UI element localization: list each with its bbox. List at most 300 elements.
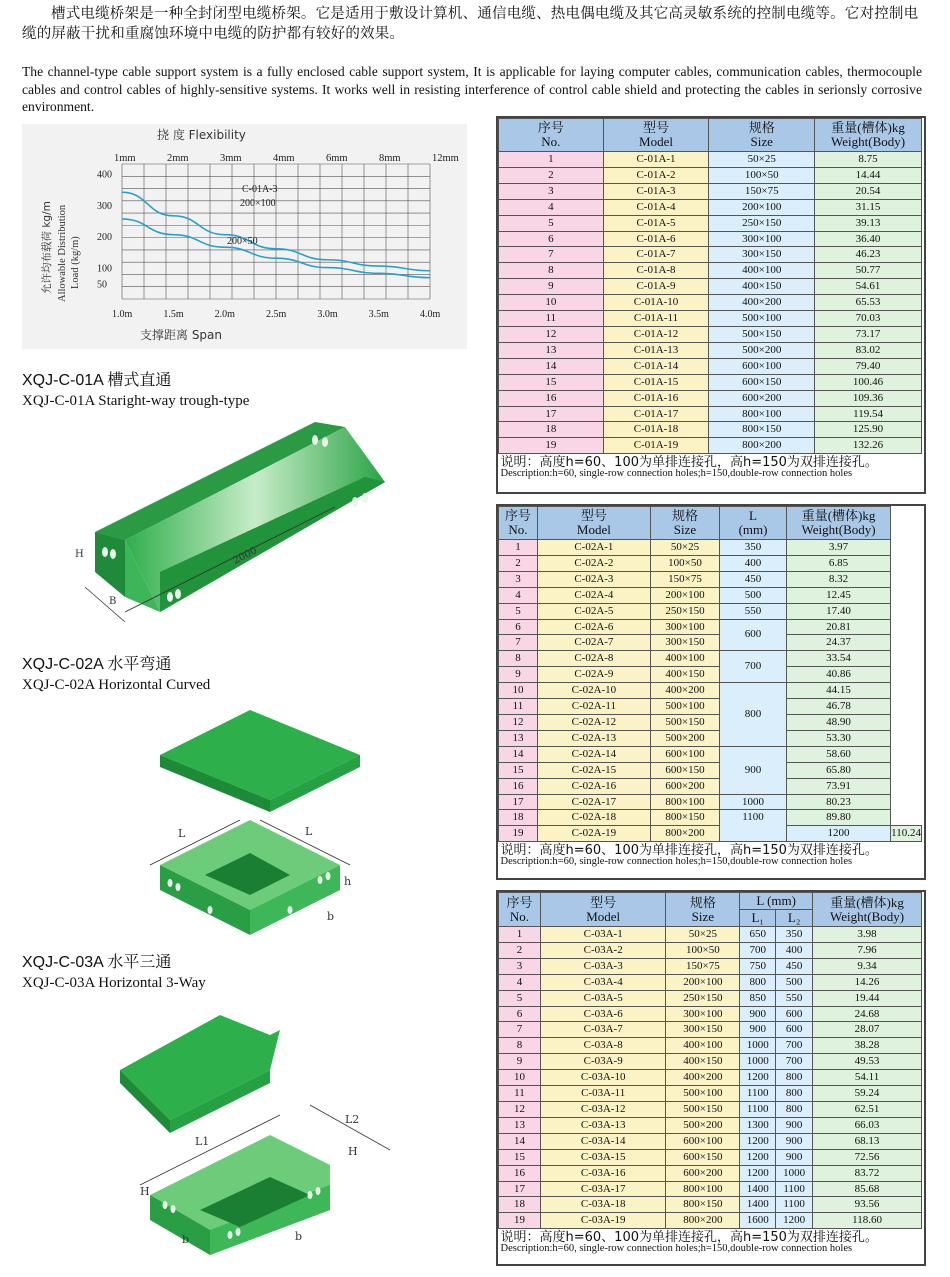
chart-top-tick-label: 4mm: [273, 153, 295, 164]
cell-weight: 66.03: [813, 1117, 922, 1133]
cell-model: C-01A-11: [603, 311, 709, 327]
horizontal-3way-illustration: [110, 1005, 410, 1270]
cell-no: 16: [499, 1165, 541, 1181]
chart-x-tick-label: 4.0m: [420, 309, 441, 320]
cell-l1: 1200: [740, 1165, 776, 1181]
cell-l: 350: [720, 540, 787, 556]
cell-l2: 550: [776, 990, 813, 1006]
cell-model: C-01A-9: [603, 279, 709, 295]
cell-l1: 1100: [740, 1086, 776, 1102]
cell-weight: 24.37: [786, 635, 890, 651]
dim-b-right: b: [295, 1230, 303, 1243]
cell-model: C-03A-17: [540, 1181, 666, 1197]
cell-model: C-02A-8: [537, 651, 650, 667]
chart-series-label-1-size: 200×100: [240, 198, 276, 209]
intro-english: The channel-type cable support system is a fully enclosed cable support system, It is applicable for laying computer cables, communication cables, thermocouple cables and control cables of highly-sensitive systems. It works well in resisting interference of control cable shield and protecting the cables in serionsly corrosive environment.: [22, 64, 922, 114]
cell-model: C-01A-2: [603, 167, 709, 183]
cell-model: C-02A-5: [537, 603, 650, 619]
cell-size: 400×150: [709, 279, 815, 295]
cell-weight: 80.23: [786, 794, 890, 810]
cell-l2: 1100: [776, 1197, 813, 1213]
cell-model: C-02A-16: [537, 778, 650, 794]
cell-model: C-01A-4: [603, 199, 709, 215]
dim-H-left: H: [140, 1185, 150, 1198]
cell-no: 11: [499, 311, 604, 327]
cell-size: 400×200: [650, 683, 719, 699]
cell-model: C-02A-6: [537, 619, 650, 635]
cell-no: 9: [499, 279, 604, 295]
cell-no: 18: [499, 810, 538, 826]
cell-model: C-03A-16: [540, 1165, 666, 1181]
chart-y-tick-label: 400: [97, 169, 112, 181]
header-l2: L₂: [776, 910, 813, 927]
cell-model: C-02A-7: [537, 635, 650, 651]
cell-weight: 125.90: [815, 422, 922, 438]
cell-weight: 132.26: [815, 438, 922, 454]
cell-l: 600: [720, 619, 787, 651]
cell-weight: 44.15: [786, 683, 890, 699]
cell-weight: 100.46: [815, 374, 922, 390]
cell-weight: 85.68: [813, 1181, 922, 1197]
cell-size: 800×150: [709, 422, 815, 438]
cell-no: 11: [499, 699, 538, 715]
chart-x-tick-label: 2.0m: [214, 309, 235, 320]
cell-l: 400: [720, 555, 787, 571]
cell-size: 800×100: [666, 1181, 740, 1197]
cell-l1: 1300: [740, 1117, 776, 1133]
cell-size: 300×150: [650, 635, 719, 651]
cell-model: C-03A-12: [540, 1101, 666, 1117]
cell-model: C-03A-3: [540, 958, 666, 974]
cell-weight: 59.24: [813, 1086, 922, 1102]
cell-size: 600×100: [709, 358, 815, 374]
cell-size: 800×150: [650, 810, 719, 826]
cell-l: 1200: [786, 826, 890, 842]
cell-no: 2: [499, 942, 541, 958]
cell-no: 9: [499, 1054, 541, 1070]
cell-model: C-01A-19: [603, 438, 709, 454]
section3-title-en: XQJ-C-03A Horizontal 3-Way: [22, 975, 206, 991]
cell-no: 11: [499, 1086, 541, 1102]
cell-size: 500×200: [650, 730, 719, 746]
cell-weight: 24.68: [813, 1006, 922, 1022]
dim-b-left: b: [182, 1233, 190, 1246]
cell-size: 150×75: [709, 183, 815, 199]
cell-weight: 79.40: [815, 358, 922, 374]
cell-model: C-03A-11: [540, 1086, 666, 1102]
header-weight: 重量(槽体)kg Weight(Body): [815, 119, 922, 152]
cell-no: 19: [499, 438, 604, 454]
cell-l2: 800: [776, 1070, 813, 1086]
cell-no: 7: [499, 635, 538, 651]
cell-model: C-02A-13: [537, 730, 650, 746]
cell-size: 150×75: [650, 571, 719, 587]
cell-l1: 1200: [740, 1070, 776, 1086]
cell-l2: 1100: [776, 1181, 813, 1197]
cell-no: 8: [499, 263, 604, 279]
cell-size: 250×150: [666, 990, 740, 1006]
cell-size: 200×100: [666, 974, 740, 990]
cell-l2: 600: [776, 1022, 813, 1038]
cell-no: 10: [499, 295, 604, 311]
cell-l2: 900: [776, 1117, 813, 1133]
cell-no: 15: [499, 762, 538, 778]
header-model: 型号 Model: [537, 507, 650, 540]
cell-l2: 1200: [776, 1213, 813, 1229]
cell-no: 5: [499, 215, 604, 231]
cell-l1: 1200: [740, 1149, 776, 1165]
cell-l2: 900: [776, 1149, 813, 1165]
cell-model: C-03A-5: [540, 990, 666, 1006]
cell-l1: 900: [740, 1022, 776, 1038]
header-no: 序号 No.: [499, 893, 541, 927]
cell-l2: 800: [776, 1101, 813, 1117]
dim-h: h: [344, 875, 352, 888]
cell-size: 800×100: [709, 406, 815, 422]
cell-size: 400×100: [666, 1038, 740, 1054]
horizontal-curved-illustration: [140, 705, 380, 940]
cell-size: 600×150: [709, 374, 815, 390]
chart-top-tick-label: 12mm: [432, 153, 459, 164]
cell-no: 10: [499, 683, 538, 699]
chart-ylabel-en2: Load (kg/m): [70, 236, 81, 289]
cell-size: 400×150: [666, 1054, 740, 1070]
cell-l1: 1600: [740, 1213, 776, 1229]
cell-l2: 800: [776, 1086, 813, 1102]
cell-weight: 70.03: [815, 311, 922, 327]
cell-no: 16: [499, 778, 538, 794]
cell-model: C-03A-2: [540, 942, 666, 958]
cell-no: 1: [499, 540, 538, 556]
cell-no: 17: [499, 794, 538, 810]
cell-no: 1: [499, 927, 541, 943]
cell-size: 150×75: [666, 958, 740, 974]
cell-no: 12: [499, 714, 538, 730]
cell-no: 4: [499, 587, 538, 603]
cell-size: 800×200: [650, 826, 719, 842]
chart-top-tick-label: 2mm: [167, 153, 189, 164]
cell-model: C-03A-10: [540, 1070, 666, 1086]
cell-weight: 68.13: [813, 1133, 922, 1149]
cell-size: 600×200: [709, 390, 815, 406]
cell-weight: 9.34: [813, 958, 922, 974]
cell-l2: 700: [776, 1038, 813, 1054]
cell-no: 5: [499, 603, 538, 619]
table1-note: 说明：高度h=60、100为单排连接孔，高h=150为双排连接孔。 Description:h=60, single-row connection holes;h=150,double-row connection holes: [499, 454, 922, 480]
cell-no: 3: [499, 183, 604, 199]
cell-no: 16: [499, 390, 604, 406]
dim-b: b: [327, 910, 335, 923]
cell-size: 500×150: [650, 714, 719, 730]
cell-size: 800×100: [650, 794, 719, 810]
cell-l2: 350: [776, 927, 813, 943]
cell-model: C-02A-9: [537, 667, 650, 683]
cell-size: 250×150: [650, 603, 719, 619]
cell-model: C-02A-4: [537, 587, 650, 603]
cell-size: 800×200: [709, 438, 815, 454]
dim-L-right: L: [305, 825, 313, 838]
cell-weight: 110.24: [891, 826, 922, 842]
chart-x-tick-label: 3.5m: [368, 309, 389, 320]
cell-weight: 54.61: [815, 279, 922, 295]
cell-size: 300×100: [709, 231, 815, 247]
cell-weight: 40.86: [786, 667, 890, 683]
cell-no: 13: [499, 1117, 541, 1133]
cell-l: 800: [720, 683, 787, 747]
cell-size: 600×150: [666, 1149, 740, 1165]
cell-size: 300×150: [709, 247, 815, 263]
cell-weight: 73.17: [815, 326, 922, 342]
cell-model: C-02A-11: [537, 699, 650, 715]
cell-no: 10: [499, 1070, 541, 1086]
cell-size: 400×150: [650, 667, 719, 683]
cell-model: C-02A-1: [537, 540, 650, 556]
cell-no: 18: [499, 1197, 541, 1213]
chart-x-tick-label: 1.0m: [112, 309, 133, 320]
cell-weight: 8.32: [786, 571, 890, 587]
cell-no: 6: [499, 1006, 541, 1022]
dim-B: B: [109, 596, 117, 607]
chart-x-tick-label: 3.0m: [317, 309, 338, 320]
cell-weight: 83.72: [813, 1165, 922, 1181]
header-l: L (mm): [720, 507, 787, 540]
cell-weight: 109.36: [815, 390, 922, 406]
cell-size: 200×100: [650, 587, 719, 603]
flexibility-chart: [22, 124, 467, 349]
cell-size: 300×150: [666, 1022, 740, 1038]
cell-size: 500×150: [666, 1101, 740, 1117]
cell-weight: 53.30: [786, 730, 890, 746]
cell-weight: 65.53: [815, 295, 922, 311]
cell-model: C-01A-18: [603, 422, 709, 438]
table1-frame: [496, 116, 926, 494]
cell-model: C-01A-13: [603, 342, 709, 358]
cell-size: 100×50: [666, 942, 740, 958]
table2-frame: [496, 504, 926, 880]
cell-size: 400×100: [709, 263, 815, 279]
cell-weight: 46.78: [786, 699, 890, 715]
cell-no: 17: [499, 1181, 541, 1197]
cell-model: C-01A-3: [603, 183, 709, 199]
header-weight: 重量(槽体)kg Weight(Body): [786, 507, 890, 540]
cell-weight: 89.80: [786, 810, 890, 826]
cell-l1: 800: [740, 974, 776, 990]
cell-weight: 7.96: [813, 942, 922, 958]
cell-no: 14: [499, 1133, 541, 1149]
chart-top-tick-label: 3mm: [220, 153, 242, 164]
chart-series-label-2: 200×50: [227, 236, 258, 247]
cell-weight: 36.40: [815, 231, 922, 247]
cell-size: 50×25: [709, 152, 815, 168]
cell-no: 7: [499, 247, 604, 263]
header-no: 序号 No.: [499, 507, 538, 540]
section1-title-zh: XQJ-C-01A 槽式直通: [22, 372, 172, 389]
cell-l: 900: [720, 746, 787, 794]
cell-model: C-03A-4: [540, 974, 666, 990]
chart-top-tick-label: 8mm: [379, 153, 401, 164]
header-l-mm: L (mm): [740, 893, 813, 910]
cell-no: 13: [499, 730, 538, 746]
cell-no: 17: [499, 406, 604, 422]
cell-weight: 93.56: [813, 1197, 922, 1213]
cell-size: 600×200: [666, 1165, 740, 1181]
cell-no: 9: [499, 667, 538, 683]
chart-x-tick-label: 1.5m: [163, 309, 184, 320]
chart-y-tick-label: 200: [97, 232, 112, 244]
cell-model: C-01A-16: [603, 390, 709, 406]
cell-size: 400×100: [650, 651, 719, 667]
cell-l: 550: [720, 603, 787, 619]
cell-model: C-01A-12: [603, 326, 709, 342]
cell-weight: 20.81: [786, 619, 890, 635]
cell-weight: 65.80: [786, 762, 890, 778]
cell-size: 400×200: [666, 1070, 740, 1086]
section3-title-zh: XQJ-C-03A 水平三通: [22, 954, 172, 971]
header-model: 型号 Model: [540, 893, 666, 927]
cell-weight: 19.44: [813, 990, 922, 1006]
cell-model: C-02A-18: [537, 810, 650, 826]
cell-no: 14: [499, 358, 604, 374]
cell-size: 500×200: [709, 342, 815, 358]
chart-top-tick-label: 1mm: [114, 153, 136, 164]
cell-model: C-02A-19: [537, 826, 650, 842]
cell-model: C-02A-15: [537, 762, 650, 778]
cell-size: 500×100: [650, 699, 719, 715]
dim-2000: 2000: [231, 545, 260, 567]
cell-weight: 48.90: [786, 714, 890, 730]
header-model: 型号 Model: [603, 119, 709, 152]
cell-no: 4: [499, 974, 541, 990]
cell-weight: 3.97: [786, 540, 890, 556]
cell-size: 600×100: [650, 746, 719, 762]
cell-no: 12: [499, 1101, 541, 1117]
cell-l2: 400: [776, 942, 813, 958]
cell-no: 4: [499, 199, 604, 215]
cell-weight: 14.44: [815, 167, 922, 183]
cell-model: C-03A-13: [540, 1117, 666, 1133]
cell-model: C-01A-7: [603, 247, 709, 263]
cell-l1: 650: [740, 927, 776, 943]
cell-weight: 50.77: [815, 263, 922, 279]
cell-size: 500×100: [709, 311, 815, 327]
cell-l1: 1400: [740, 1197, 776, 1213]
cell-l1: 1000: [740, 1038, 776, 1054]
cell-l1: 1000: [740, 1054, 776, 1070]
cell-model: C-02A-3: [537, 571, 650, 587]
cell-weight: 3.98: [813, 927, 922, 943]
table3-note: 说明：高度h=60、100为单排连接孔，高h=150为双排连接孔。 Description:h=60, single-row connection holes;h=150,double-row connection holes: [499, 1229, 922, 1255]
chart-ylabel-zh: 允许均布载荷 kg/m: [41, 201, 53, 294]
cell-weight: 17.40: [786, 603, 890, 619]
cell-size: 50×25: [650, 540, 719, 556]
cell-weight: 83.02: [815, 342, 922, 358]
cell-no: 8: [499, 1038, 541, 1054]
cell-model: C-03A-14: [540, 1133, 666, 1149]
cell-model: C-01A-6: [603, 231, 709, 247]
cell-no: 14: [499, 746, 538, 762]
cell-size: 200×100: [709, 199, 815, 215]
cell-l1: 750: [740, 958, 776, 974]
cell-size: 50×25: [666, 927, 740, 943]
cell-weight: 73.91: [786, 778, 890, 794]
dim-L-left: L: [178, 827, 186, 840]
cell-model: C-01A-1: [603, 152, 709, 168]
cell-l2: 600: [776, 1006, 813, 1022]
chart-xlabel: 支撑距离 Span: [140, 328, 223, 342]
cell-l1: 900: [740, 1006, 776, 1022]
cell-l1: 1100: [740, 1101, 776, 1117]
cell-weight: 33.54: [786, 651, 890, 667]
cell-no: 6: [499, 619, 538, 635]
cell-model: C-02A-12: [537, 714, 650, 730]
header-no: 序号 No.: [499, 119, 604, 152]
cell-model: C-03A-8: [540, 1038, 666, 1054]
cell-l2: 1000: [776, 1165, 813, 1181]
cell-weight: 58.60: [786, 746, 890, 762]
cell-l2: 900: [776, 1133, 813, 1149]
cell-weight: 46.23: [815, 247, 922, 263]
cell-size: 100×50: [650, 555, 719, 571]
cell-l: 1000: [720, 794, 787, 810]
cell-model: C-03A-18: [540, 1197, 666, 1213]
cell-no: 3: [499, 571, 538, 587]
header-weight: 重量(槽体)kg Weight(Body): [813, 893, 922, 927]
cell-no: 18: [499, 422, 604, 438]
cell-no: 19: [499, 826, 538, 842]
cell-size: 100×50: [709, 167, 815, 183]
cell-l: 450: [720, 571, 787, 587]
chart-y-tick-label: 100: [97, 263, 112, 275]
cell-l: 1100: [720, 810, 787, 842]
cell-weight: 6.85: [786, 555, 890, 571]
cell-weight: 8.75: [815, 152, 922, 168]
dim-H: H: [75, 549, 84, 560]
cell-model: C-02A-10: [537, 683, 650, 699]
section2-title-zh: XQJ-C-02A 水平弯通: [22, 656, 172, 673]
cell-l2: 450: [776, 958, 813, 974]
cell-weight: 119.54: [815, 406, 922, 422]
cell-no: 6: [499, 231, 604, 247]
cell-weight: 14.26: [813, 974, 922, 990]
cell-model: C-01A-14: [603, 358, 709, 374]
table3-frame: [496, 890, 926, 1266]
header-size: 规格 Size: [709, 119, 815, 152]
cell-l2: 700: [776, 1054, 813, 1070]
cell-no: 15: [499, 1149, 541, 1165]
cell-model: C-02A-17: [537, 794, 650, 810]
straight-trough-illustration: [65, 412, 395, 632]
cell-size: 800×200: [666, 1213, 740, 1229]
cell-l1: 1200: [740, 1133, 776, 1149]
cell-size: 600×150: [650, 762, 719, 778]
cell-model: C-01A-8: [603, 263, 709, 279]
cell-no: 5: [499, 990, 541, 1006]
chart-title: 挠 度 Flexibility: [157, 128, 246, 142]
chart-top-tick-label: 6mm: [326, 153, 348, 164]
cell-no: 15: [499, 374, 604, 390]
cell-l1: 1400: [740, 1181, 776, 1197]
chart-series-label-1: C-01A-3: [242, 184, 278, 195]
cell-l1: 700: [740, 942, 776, 958]
cell-size: 400×200: [709, 295, 815, 311]
cell-no: 19: [499, 1213, 541, 1229]
cell-model: C-01A-17: [603, 406, 709, 422]
cell-no: 3: [499, 958, 541, 974]
cell-model: C-03A-9: [540, 1054, 666, 1070]
cell-size: 500×150: [709, 326, 815, 342]
cell-size: 300×100: [666, 1006, 740, 1022]
header-size: 规格 Size: [650, 507, 719, 540]
